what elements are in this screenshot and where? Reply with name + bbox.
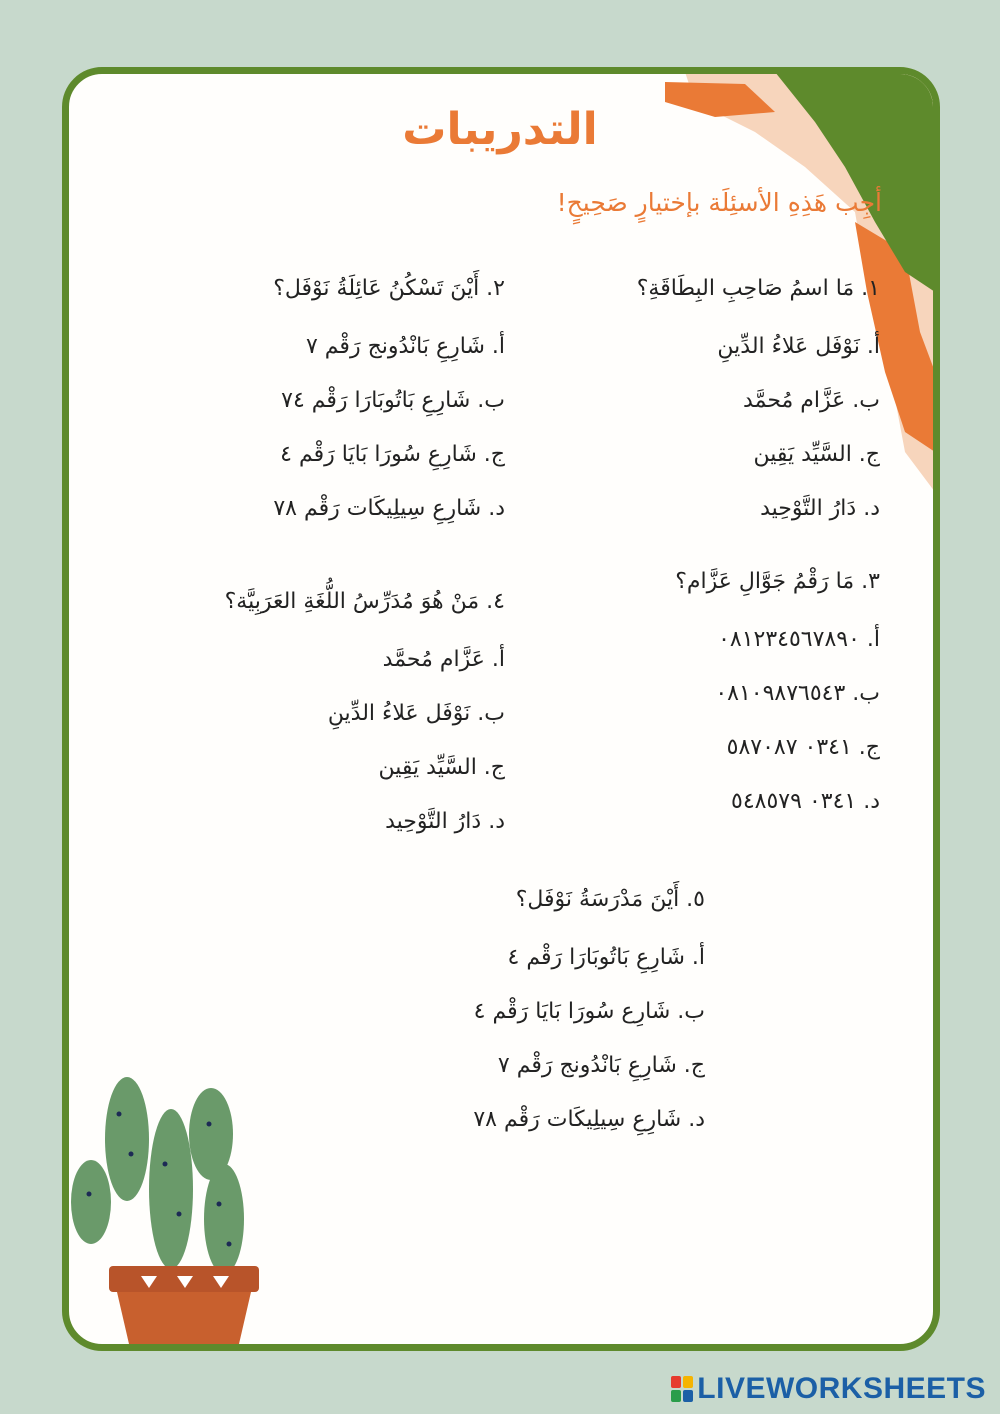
- answer-option[interactable]: ج. السَّيِّد يَقِين: [753, 442, 880, 467]
- answer-option[interactable]: ج. شَارِعِ سُورَا بَايَا رَقْم ٤: [280, 442, 505, 467]
- question-1: [540, 262, 880, 536]
- answer-option[interactable]: ب. عَزَّام مُحمَّد: [743, 388, 880, 413]
- logo-icon: [671, 1376, 693, 1402]
- answer-option[interactable]: د. شَارِعِ سِيلِيكَات رَقْم ٧٨: [273, 496, 505, 521]
- answer-option[interactable]: ب. نَوْفَل عَلاءُ الدِّينِ: [327, 701, 505, 726]
- page-title: التدريبات: [402, 104, 598, 155]
- answer-option[interactable]: أ. نَوْفَل عَلاءُ الدِّينِ: [717, 334, 880, 359]
- answer-option[interactable]: د. ٠٣٤١ ٥٤٨٥٧٩: [731, 789, 880, 814]
- brand-name: LIVEWORKSHEETS: [697, 1372, 986, 1405]
- question-text: ٣. مَا رَقْمُ جَوَّالِ عَزَّام؟: [675, 569, 880, 594]
- question-5: [285, 873, 705, 1147]
- answer-option[interactable]: ب. شَارِع سُورَا بَايَا رَقْم ٤: [473, 999, 705, 1024]
- answer-option[interactable]: د. دَارُ التَّوْحِيد: [760, 496, 880, 521]
- answer-option[interactable]: ب. ٠٨١٠٩٨٧٦٥٤٣: [715, 681, 880, 706]
- answer-option[interactable]: أ. ٠٨١٢٣٤٥٦٧٨٩٠: [718, 627, 880, 652]
- liveworksheets-logo[interactable]: [671, 1372, 986, 1406]
- question-4: [145, 575, 505, 849]
- question-text: ١. مَا اسمُ صَاحِبِ البِطَاقَةِ؟: [636, 276, 880, 301]
- cactus-illustration: [69, 1014, 299, 1344]
- question-text: ٥. أَيْنَ مَدْرَسَةُ نَوْفَل؟: [515, 887, 705, 912]
- instruction-text: أجِب هَذِهِ الأسئِلَة بإختيارٍ صَحِيحٍ!: [556, 188, 882, 217]
- answer-option[interactable]: د. شَارِعِ سِيلِيكَات رَقْم ٧٨: [473, 1107, 705, 1132]
- answer-option[interactable]: ج. ٠٣٤١ ٥٨٧٠٨٧: [726, 735, 880, 760]
- answer-option[interactable]: ب. شَارِعِ بَاتُوبَارَا رَقْم ٧٤: [281, 388, 505, 413]
- answer-option[interactable]: د. دَارُ التَّوْحِيد: [385, 809, 505, 834]
- answer-option[interactable]: ج. شَارِعِ بَانْدُونج رَقْم ٧: [497, 1053, 705, 1078]
- answer-option[interactable]: أ. شَارِعِ بَانْدُونج رَقْم ٧: [305, 334, 505, 359]
- answer-option[interactable]: ج. السَّيِّد يَقِين: [378, 755, 505, 780]
- answer-option[interactable]: أ. عَزَّام مُحمَّد: [382, 647, 505, 672]
- question-2: [145, 262, 505, 536]
- question-text: ٢. أَيْنَ تَسْكُنُ عَائِلَةُ نَوْفَل؟: [273, 276, 505, 301]
- answer-option[interactable]: أ. شَارِعِ بَاتُوبَارَا رَقْم ٤: [507, 945, 705, 970]
- question-3: [540, 555, 880, 829]
- question-text: ٤. مَنْ هُوَ مُدَرِّسُ اللُّغَةِ العَرَبِيَّة؟: [224, 589, 505, 614]
